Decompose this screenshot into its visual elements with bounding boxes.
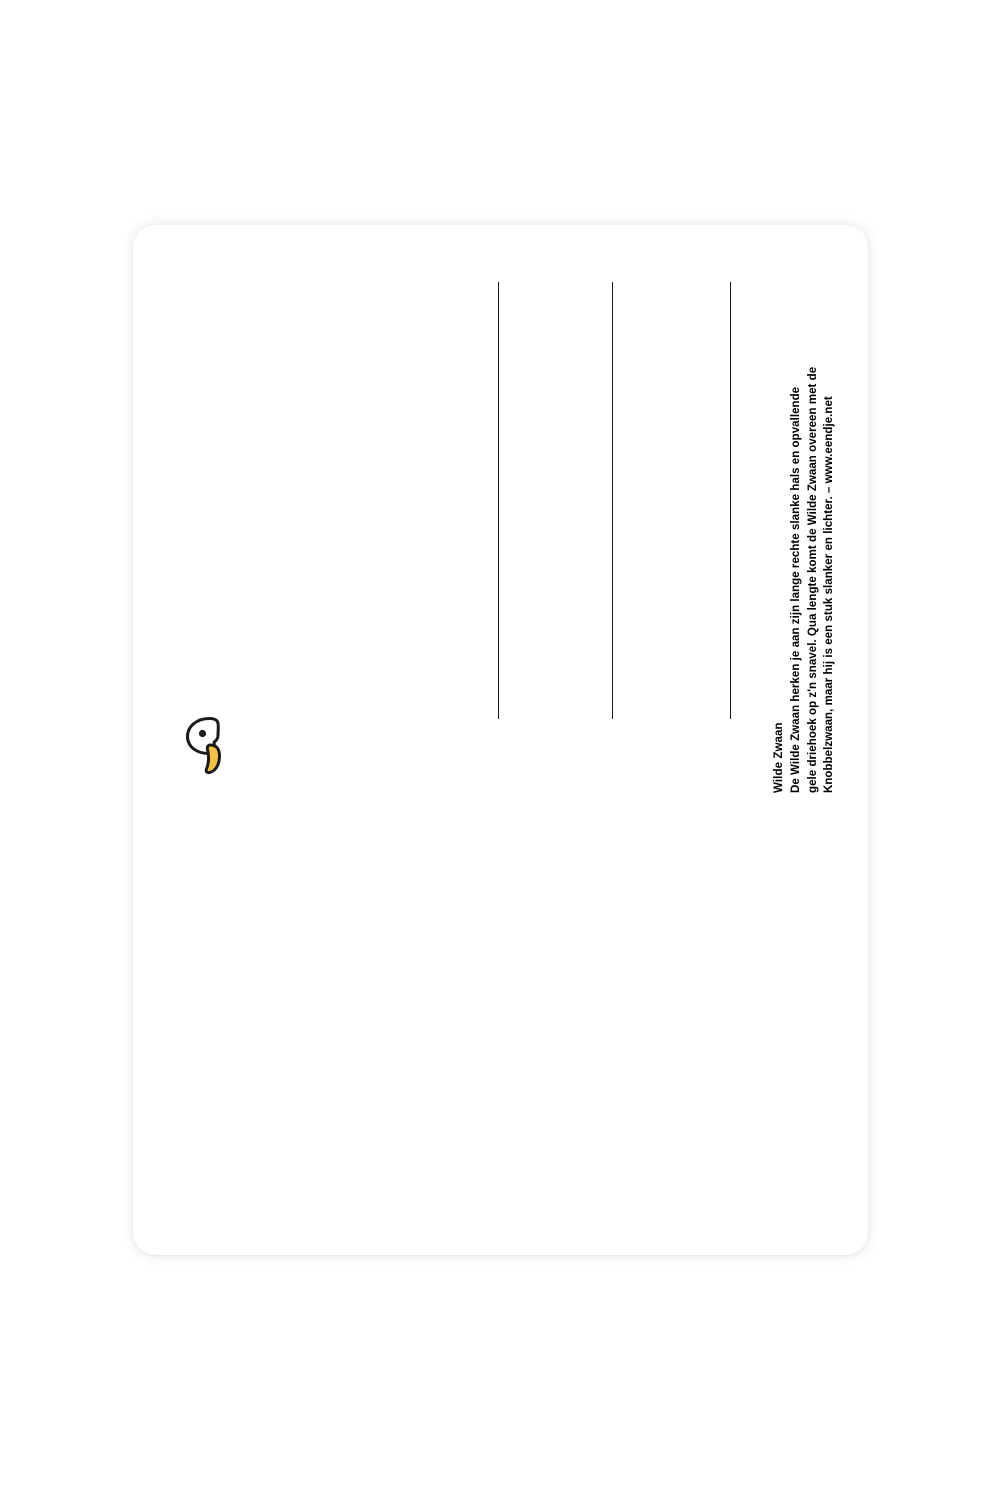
duck-head-icon [183, 715, 241, 777]
address-line-2 [612, 282, 613, 719]
postcard [133, 225, 868, 1255]
caption-block [718, 363, 838, 793]
caption-body: De Wilde Zwaan herken je aan zijn lange rechte slanke hals en opvallende gele driehoek op z'n snavel. Qua lengte komt de Wilde Zwaan overeen met de Knobbelzwaan, maar hij is een stuk slanker en lichter. – www.eendje.net [789, 366, 836, 793]
address-line-1 [498, 282, 499, 719]
caption-title: Wilde Zwaan [772, 722, 785, 793]
